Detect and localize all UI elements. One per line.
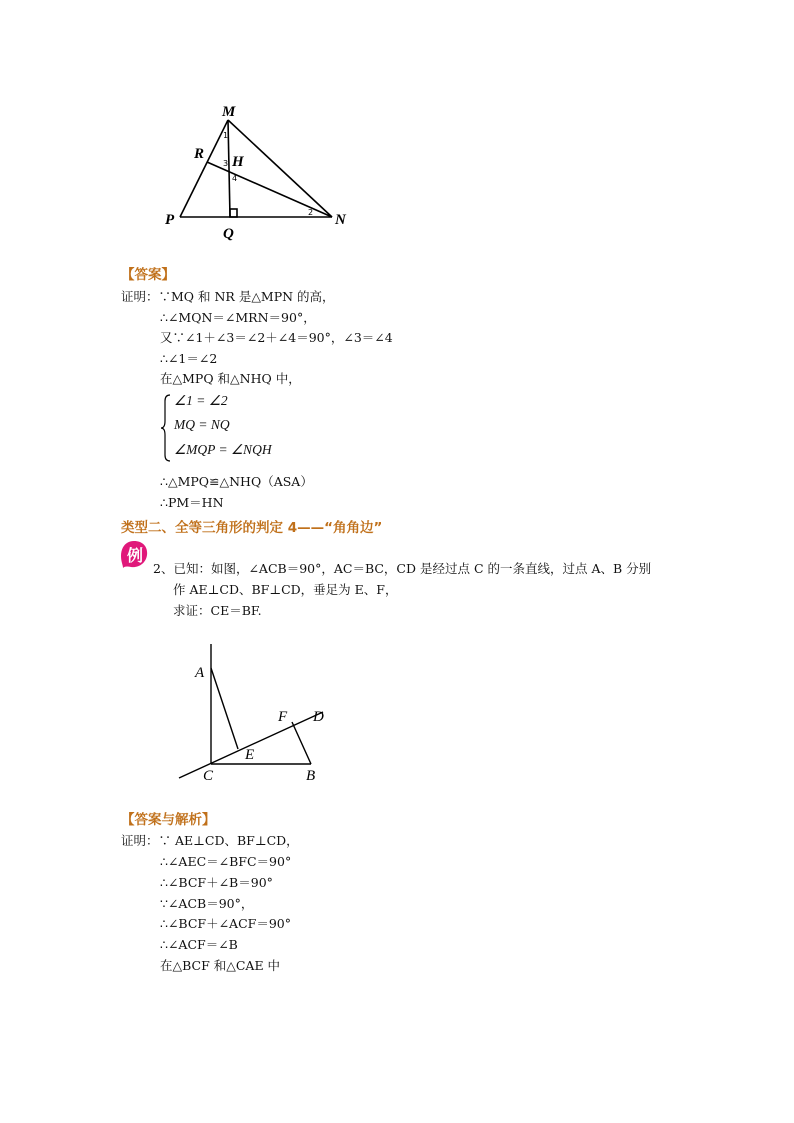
answer1-line-4: ∴∠1＝∠2 (160, 351, 218, 366)
figure-1-svg (160, 100, 360, 245)
answer2-line-5: ∴∠BCF＋∠ACF＝90° (160, 916, 291, 931)
example-badge (119, 539, 149, 569)
answer-heading: 【答案】 (121, 267, 175, 283)
answer1-line-2: ∴∠MQN＝∠MRN＝90°， (160, 310, 316, 325)
label-r: R (194, 146, 205, 162)
system-eq-3: ∠MQP = ∠NQH (174, 442, 272, 457)
answer2-line-1: 证明：∵ AE⊥CD、BF⊥CD， (121, 833, 299, 848)
answer1-line-1: 证明：∵MQ 和 NR 是△MPN 的高， (121, 289, 335, 304)
example2-line-3: 求证：CE＝BF. (173, 603, 262, 618)
label-m: M (222, 104, 236, 120)
label-e: E (245, 747, 255, 763)
answer1-line-5: 在△MPQ 和△NHQ 中， (160, 371, 301, 386)
answer2-line-7: 在△BCF 和△CAE 中 (160, 958, 281, 973)
figure-right-triangle-acb (175, 640, 335, 790)
answer1-congruence: ∴△MPQ≌△NHQ（ASA） (160, 474, 313, 489)
example2-line-1: 2、已知：如图，∠ACB＝90°，AC＝BC，CD 是经过点 C 的一条直线，过点 A、B 分别 (153, 561, 652, 576)
label-b: B (306, 768, 316, 784)
answer2-line-6: ∴∠ACF＝∠B (160, 937, 238, 952)
system-eq-2: MQ = NQ (174, 417, 230, 432)
section-title: 类型二、全等三角形的判定 4——“角角边” (121, 520, 383, 536)
label-f: F (278, 709, 288, 725)
label-n: N (335, 212, 346, 228)
answer1-conclusion: ∴PM＝HN (160, 495, 224, 510)
angle-1-label: 1 (223, 131, 229, 140)
angle-4-label: 4 (232, 174, 238, 183)
answer1-line-3: 又∵∠1＋∠3＝∠2＋∠4＝90°，∠3＝∠4 (160, 330, 393, 345)
angle-2-label: 2 (308, 208, 314, 217)
answer2-line-2: ∴∠AEC＝∠BFC＝90° (160, 854, 292, 869)
example-badge-label: 例 (126, 546, 143, 565)
answer2-line-3: ∴∠BCF＋∠B＝90° (160, 875, 273, 890)
figure-triangle-mpn (160, 100, 360, 245)
label-c: C (203, 768, 214, 784)
label-p: P (165, 212, 175, 228)
label-d: D (313, 709, 324, 725)
figure-2-svg (175, 640, 335, 790)
system-eq-1: ∠1 = ∠2 (174, 393, 228, 408)
answer-analysis-heading: 【答案与解析】 (121, 812, 216, 828)
brace-icon (160, 393, 172, 463)
label-h: H (232, 154, 244, 170)
angle-3-label: 3 (223, 159, 229, 168)
example2-line-2: 作 AE⊥CD、BF⊥CD，垂足为 E、F， (173, 582, 398, 597)
answer2-line-4: ∵∠ACB＝90°， (160, 896, 254, 911)
label-a: A (195, 665, 205, 681)
equation-system (160, 393, 300, 463)
label-q: Q (223, 226, 234, 242)
